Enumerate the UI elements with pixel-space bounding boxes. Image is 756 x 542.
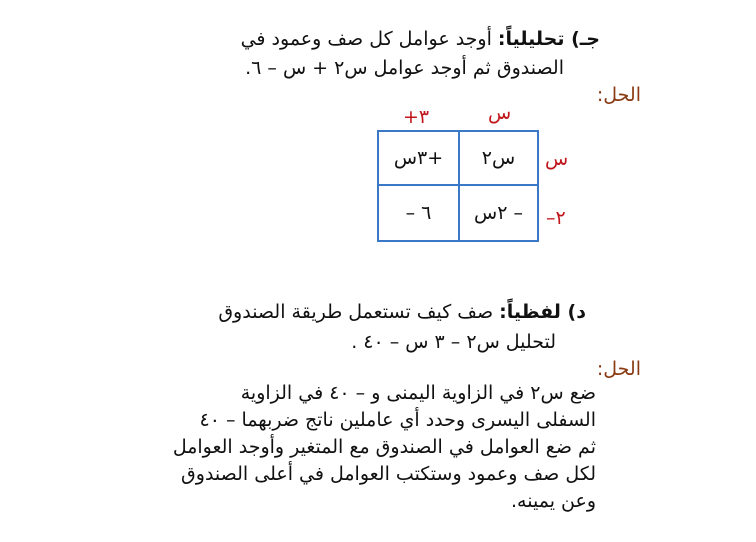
box-top-factor-plus3: +٣ <box>403 106 430 128</box>
factor-box-grid <box>377 130 539 242</box>
part-c-question-line2: الصندوق ثم أوجد عوامل س٢ + س – ٦. <box>245 57 564 79</box>
box-cell-3x: س٢ <box>458 132 537 186</box>
box-side-factor-x: س <box>545 148 569 170</box>
box-cell-x-squared: +٣س <box>379 132 458 186</box>
solution-line-2: السفلى اليسرى وحدد أي عاملين ناتج ضربهما – ٤٠ <box>199 409 596 431</box>
box-cell-6: – ٦ <box>405 202 432 224</box>
part-d-question-line1 <box>218 299 586 325</box>
part-d-solution-text <box>76 380 596 515</box>
part-c-solution-label: الحل: <box>596 84 641 106</box>
box-cell-2x: – ٢س <box>458 186 537 240</box>
part-d-question-line2: لتحليل س٢ – ٣ س – ٤٠ . <box>351 331 556 353</box>
part-d-line1-text: صف كيف تستعمل طريقة الصندوق <box>218 301 500 323</box>
part-d-solution-label: الحل: <box>596 358 641 380</box>
box-side-factor-minus2: –٢ <box>546 207 566 229</box>
solution-line-5: وعن يمينه. <box>511 490 596 512</box>
solution-line-3: ثم ضع العوامل في الصندوق مع المتغير وأوجد العوامل <box>172 436 596 458</box>
part-c-line1-text: أوجد عوامل كل صف وعمود في <box>240 28 498 50</box>
box-top-factor-x: س <box>488 102 512 124</box>
solution-line-4: لكل صف وعمود وستكتب العوامل في أعلى الصندوق <box>181 463 596 485</box>
part-c-label: جـ) تحليلياً: <box>497 28 600 50</box>
solution-line-1: ضع س٢ في الزاوية اليمنى و – ٤٠ في الزاوية <box>240 382 596 404</box>
part-c-question-line1 <box>241 26 600 52</box>
part-d-label: د) لفظياً: <box>499 301 586 323</box>
